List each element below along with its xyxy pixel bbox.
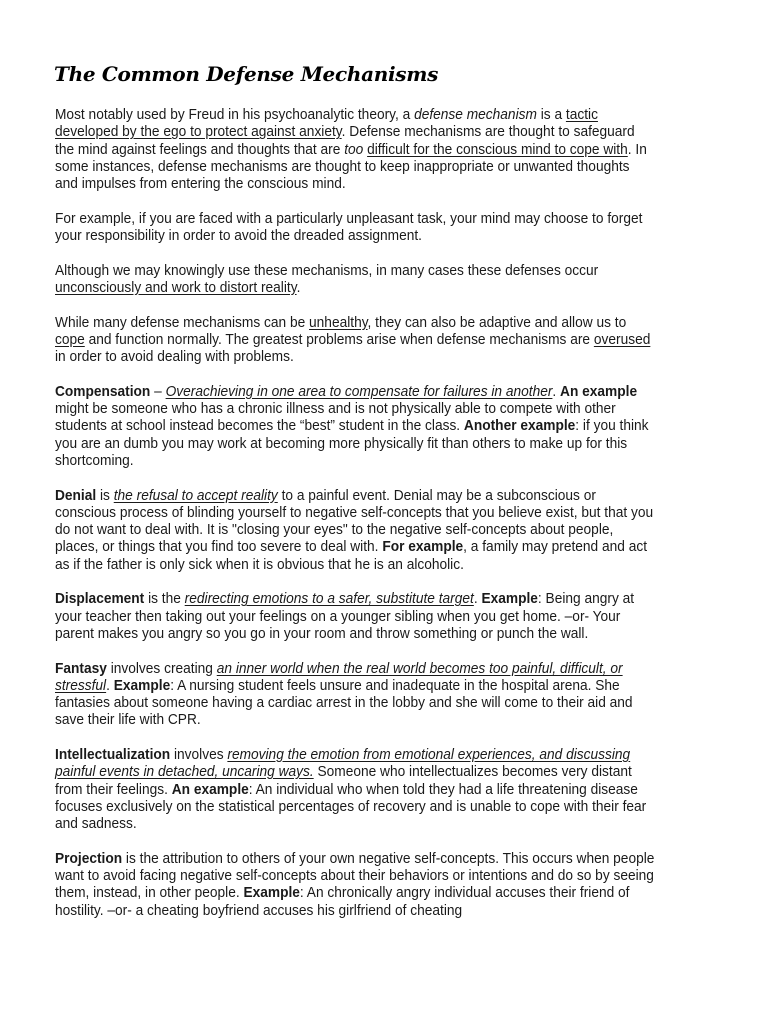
text-line [55,781,686,798]
term-label: Example [243,884,300,902]
text-span: For example, if you are faced with a particularly unpleasant task, your mind may choose to forget [55,209,643,227]
text-span: your teacher then taking out your feelings on a younger sibling when you get home. –or- Your [55,607,621,625]
paragraph-fantasy [55,660,745,729]
paragraph-intro [55,106,745,192]
term-label: Example [481,590,538,608]
emphasized-text: developed by the ego to protect against anxiety [55,123,342,141]
text-span: Someone who intellectualizes becomes very distant [313,763,632,781]
text-line [55,123,686,140]
emphasized-text: an inner world when the real world becomes too painful, difficult, or [216,659,623,677]
emphasized-text: unhealthy [309,313,368,331]
paragraph-intellectualization [55,746,745,832]
emphasized-text: overused [593,330,651,348]
text-line [55,902,686,919]
text-span: , they can also be adaptive and allow us to [367,313,627,331]
term-label: Intellectualization [55,745,171,763]
text-span: is a [536,106,566,123]
text-line [55,227,686,244]
text-span: involves [170,745,228,763]
text-line [55,538,686,555]
text-span: places, or things that you find too severe to deal with. [55,538,383,556]
text-span: want to avoid facing negative self-concepts about their behaviors or intentions and do so by seeing [55,867,654,885]
term-label: Example [113,676,171,694]
text-line [55,435,686,452]
text-span: them, instead, in other people. [55,884,244,902]
text-span: students at school instead becomes the “best” student in the class. [55,417,464,435]
text-line [55,106,686,123]
term-label: Displacement [55,590,145,608]
emphasized-text: cope [55,330,85,348]
text-line [55,850,686,867]
text-span: you are an dumb you may work at becoming more physically fit than others to make up for this [55,434,628,452]
text-span: hostility. –or- a cheating boyfriend accuses his girlfriend of cheating [55,901,463,919]
text-span: the mind against feelings and thoughts that are [55,140,345,158]
text-span: your responsibility in order to avoid the dreaded assignment. [55,227,422,245]
emphasized-text: unconsciously and work to distort reality [55,278,297,296]
text-span: and sadness. [55,815,137,833]
text-line [55,141,686,158]
text-line [55,694,686,711]
text-span: too [344,140,364,158]
term-label: Compensation [55,382,151,400]
text-span: and function normally. The greatest problems arise when defense mechanisms are [84,330,594,348]
emphasized-text: redirecting emotions to a safer, substitute target [184,590,474,608]
text-line [55,158,686,175]
text-line [55,556,686,573]
text-span: , a family may pretend and act [463,538,648,556]
text-span: from their feelings. [55,780,172,798]
text-span: While many defense mechanisms can be [55,313,310,331]
text-span: . In [627,140,647,158]
text-span: do not want to deal with. It is "closing your eyes" to the negative self-concepts about people, [55,521,614,539]
text-span: is [96,486,114,504]
paragraph-compensation [55,383,745,469]
text-span: – [150,382,166,400]
text-line [55,504,686,521]
text-span: focuses exclusively on the statistical percentages of recovery and is unable to cope with their fear [55,797,647,815]
text-span: : A nursing student feels unsure and inadequate in the hospital arena. She [170,676,620,694]
emphasized-text: stressful [55,676,107,694]
text-line [55,348,686,365]
text-span: and impulses from entering the conscious mind. [55,175,346,193]
paragraph-displacement [55,590,745,642]
term-label: Another example [463,417,576,435]
emphasized-text: removing the emotion from emotional experiences, and discussing [227,745,631,763]
document-body [55,106,745,936]
text-span: save their life with CPR. [55,711,201,729]
paragraph-denial [55,487,745,573]
paragraph-projection [55,850,745,919]
text-line [55,660,686,677]
text-span: . [106,676,114,694]
text-span: defense mechanism [414,106,537,123]
text-line [55,746,686,763]
text-span: Most notably used by Freud in his psychoanalytic theory, a [55,106,415,123]
term-label: Fantasy [55,659,107,677]
emphasized-text: difficult for the conscious mind to cope with [367,140,628,158]
text-line [55,383,686,400]
paragraph-adaptive [55,314,745,366]
text-span: to a painful event. Denial may be a subconscious or [277,486,596,504]
term-label: For example [382,538,464,556]
text-line [55,175,686,192]
text-span: parent makes you angry so you go in your room and throw something or punch the wall. [55,624,589,642]
text-line [55,711,686,728]
text-span: . [473,590,482,608]
paragraph-unconscious [55,262,745,297]
text-line [55,417,686,434]
text-span: . [552,382,561,400]
term-label: An example [171,780,249,798]
text-line [55,262,686,279]
text-line [55,884,686,901]
paragraph-example [55,210,745,245]
text-line [55,815,686,832]
text-span: . [296,278,301,296]
text-line [55,521,686,538]
text-span: fantasies about someone having a cardiac arrest in the lobby and she will come to their aid and [55,694,633,712]
term-label: An example [560,382,638,400]
text-span: in order to avoid dealing with problems. [55,348,294,366]
text-line [55,798,686,815]
text-line [55,677,686,694]
text-line [55,210,686,227]
text-line [55,331,686,348]
text-span: shortcoming. [55,451,134,469]
emphasized-text: painful events in detached, uncaring ways. [55,763,314,781]
emphasized-text: tactic [565,106,598,123]
text-line [55,625,686,642]
text-line [55,279,686,296]
text-span: involves creating [106,659,217,677]
term-label: Denial [55,486,97,504]
text-span: : if you think [575,417,649,435]
text-span: is the attribution to others of your own negative self-concepts. This occurs when people [122,849,655,867]
text-span: : An chronically angry individual accuses their friend of [299,884,630,902]
term-label: Projection [55,849,123,867]
emphasized-text: the refusal to accept reality [113,486,278,504]
text-line [55,400,686,417]
text-span: Although we may knowingly use these mechanisms, in many cases these defenses occur [55,261,599,279]
text-span: conscious process of blinding yourself to negative self-concepts that you believe exist, but that you [55,503,654,521]
text-line [55,452,686,469]
text-line [55,590,686,607]
text-span: : An individual who when told they had a life threatening disease [248,780,638,798]
text-line [55,867,686,884]
text-line [55,487,686,504]
text-span: might be someone who has a chronic illness and is not physically able to compete with other [55,400,616,418]
text-span: some instances, defense mechanisms are thought to keep inappropriate or unwanted thoughts [55,157,630,175]
page-title: The Common Defense Mechanisms [54,62,439,86]
text-line [55,608,686,625]
text-span: as if the father is only sick when it is obvious that he is an alcoholic. [55,555,464,573]
text-span: is the [144,590,185,608]
text-span: : Being angry at [537,590,635,608]
text-line [55,314,686,331]
emphasized-text: Overachieving in one area to compensate for failures in another [165,382,553,400]
text-span: . Defense mechanisms are thought to safeguard [341,123,635,141]
text-line [55,763,686,780]
